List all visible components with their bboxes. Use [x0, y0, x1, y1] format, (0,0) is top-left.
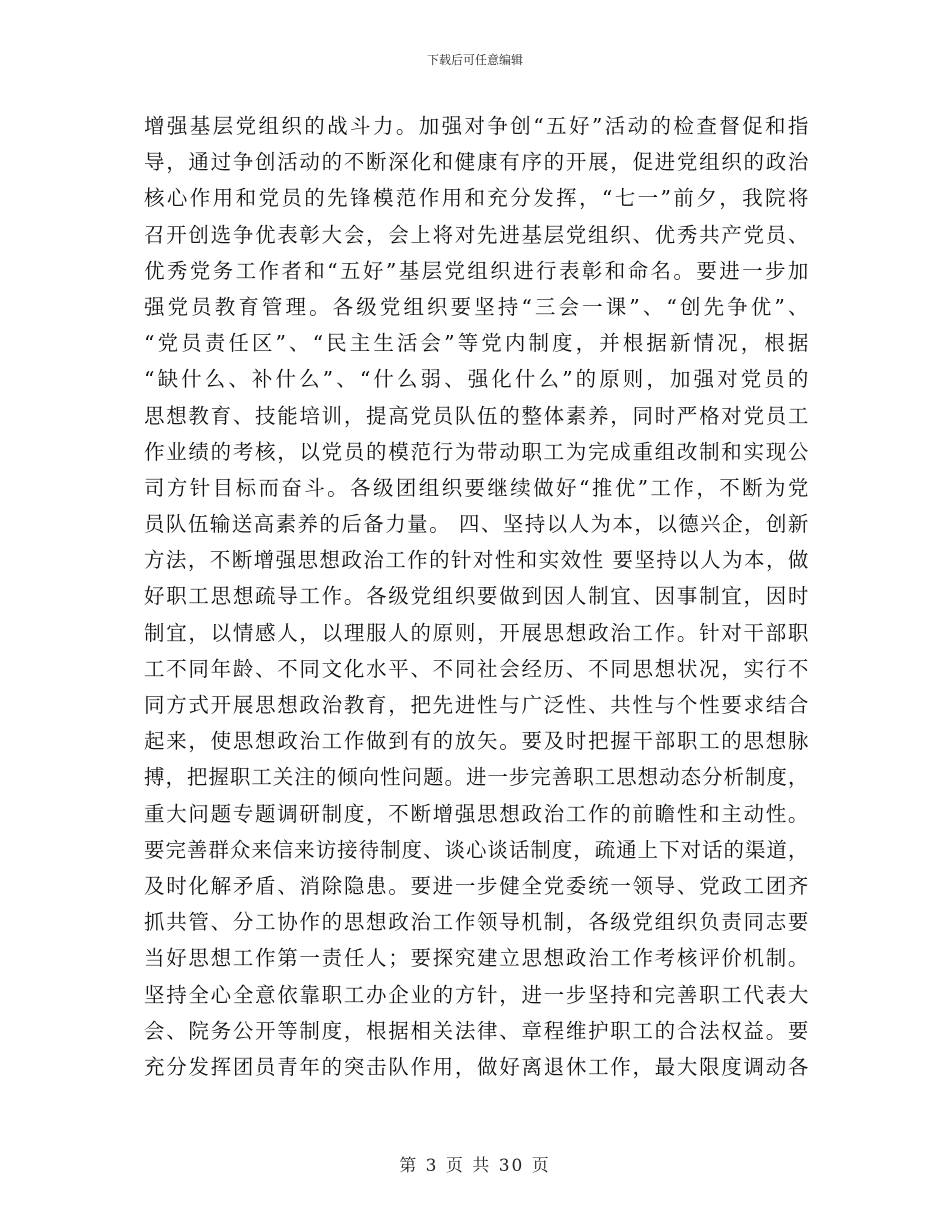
- text-line-10: 作业绩的考核，以党员的模范行为带动职工为完成重组改制和实现公: [144, 439, 809, 464]
- document-body: [144, 108, 809, 1085]
- text-line-19: 搏，把握职工关注的倾向性问题。进一步完善职工思想动态分析制度，: [144, 765, 809, 790]
- text-line-21: 要完善群众来信来访接待制度、谈心谈话制度，疏通上下对话的渠道，: [144, 837, 809, 862]
- text-line-15: 制宜，以情感人，以理服人的原则，开展思想政治工作。针对干部职: [144, 620, 809, 645]
- text-line-7: “党员责任区”、“民主生活会”等党内制度，并根据新情况，根据: [144, 331, 809, 356]
- text-line-6: 强党员教育管理。各级党组织要坚持“三会一课”、“创先争优”、: [144, 294, 809, 319]
- text-line-26: 会、院务公开等制度，根据相关法律、章程维护职工的合法权益。要: [144, 1018, 809, 1043]
- page-footer: 第 3 页 共 30 页: [399, 1156, 551, 1176]
- text-line-23: 抓共管、分工协作的思想政治工作领导机制，各级党组织负责同志要: [144, 910, 809, 935]
- page-header: 下载后可任意编辑: [426, 53, 523, 67]
- text-line-20: 重大问题专题调研制度，不断增强思想政治工作的前瞻性和主动性。: [144, 801, 809, 826]
- text-line-11: 司方针目标而奋斗。各级团组织要继续做好“推优”工作，不断为党: [144, 475, 809, 500]
- text-line-25: 坚持全心全意依靠职工办企业的方针，进一步坚持和完善职工代表大: [144, 982, 809, 1007]
- text-line-9: 思想教育、技能培训，提高党员队伍的整体素养，同时严格对党员工: [144, 403, 809, 428]
- text-line-3: 核心作用和党员的先锋模范作用和充分发挥，“七一”前夕，我院将: [144, 186, 809, 211]
- text-line-4: 召开创选争优表彰大会，会上将对先进基层党组织、优秀共产党员、: [144, 222, 809, 247]
- text-line-16: 工不同年龄、不同文化水平、不同社会经历、不同思想状况，实行不: [144, 656, 809, 681]
- text-line-17: 同方式开展思想政治教育，把先进性与广泛性、共性与个性要求结合: [144, 693, 809, 717]
- text-line-13: 方法，不断增强思想政治工作的针对性和实效性 要坚持以人为本，做: [144, 548, 809, 573]
- text-line-27: 充分发挥团员青年的突击队作用，做好离退休工作，最大限度调动各: [144, 1054, 809, 1079]
- text-line-22: 及时化解矛盾、消除隐患。要进一步健全党委统一领导、党政工团齐: [144, 873, 809, 898]
- text-line-8: “缺什么、补什么”、“什么弱、强化什么”的原则，加强对党员的: [144, 367, 809, 392]
- text-line-5: 优秀党务工作者和“五好”基层党组织进行表彰和命名。要进一步加: [144, 258, 809, 283]
- text-line-1: 增强基层党组织的战斗力。加强对争创“五好”活动的检查督促和指: [144, 114, 809, 138]
- text-line-18: 起来，使思想政治工作做到有的放矢。要及时把握干部职工的思想脉: [144, 729, 809, 754]
- text-line-2: 导，通过争创活动的不断深化和健康有序的开展，促进党组织的政治: [144, 150, 809, 175]
- text-line-24: 当好思想工作第一责任人；要探究建立思想政治工作考核评价机制。: [144, 946, 809, 971]
- text-line-12: 员队伍输送高素养的后备力量。 四、坚持以人为本，以德兴企，创新: [144, 512, 809, 537]
- text-line-14: 好职工思想疏导工作。各级党组织要做到因人制宜、因事制宜，因时: [144, 584, 809, 609]
